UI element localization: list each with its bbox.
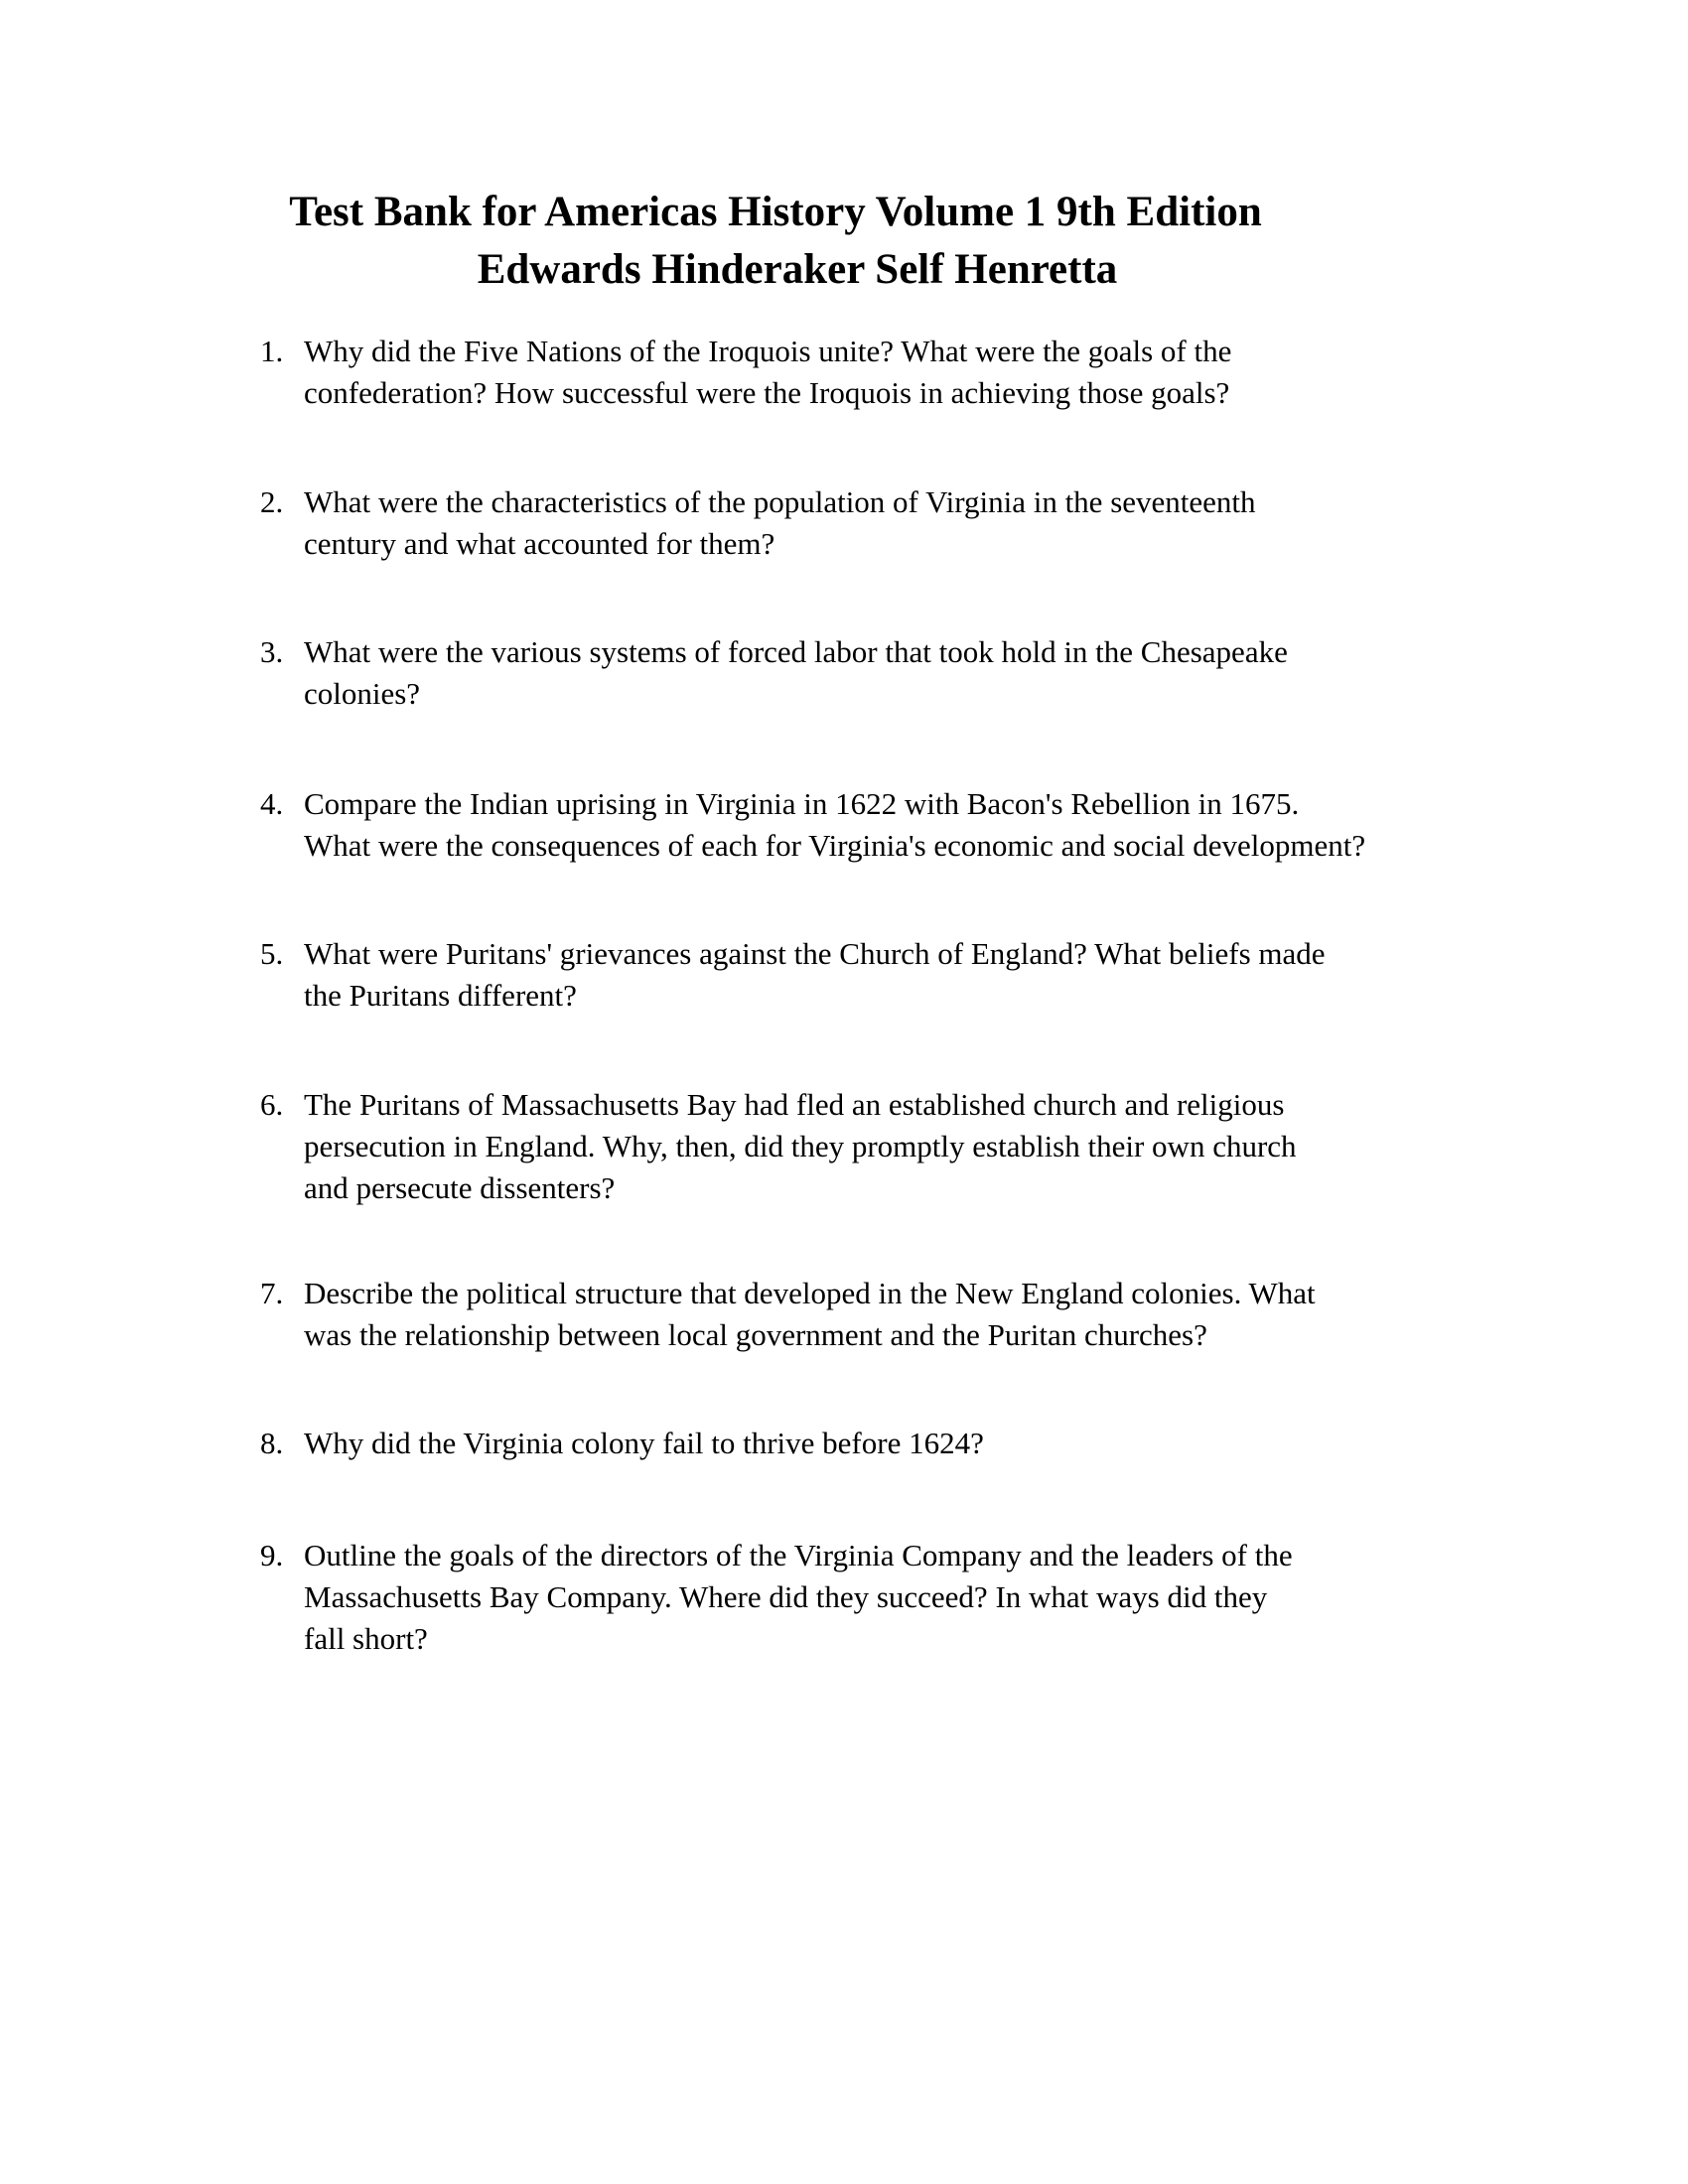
question-text xyxy=(304,933,1326,1017)
question-text xyxy=(304,331,1231,414)
question-text-line: and persecute dissenters? xyxy=(304,1170,616,1205)
question-text xyxy=(304,1084,1297,1209)
question-text-line: Describe the political structure that developed in the New England colonies. What xyxy=(304,1276,1316,1310)
question-text-line: Why did the Virginia colony fail to thrive before 1624? xyxy=(304,1426,984,1460)
question-text-line: Compare the Indian uprising in Virginia in 1622 with Bacon's Rebellion in 1675. xyxy=(304,786,1300,821)
document-title-line-2: Edwards Hinderaker Self Henretta xyxy=(477,246,1118,293)
question-text-line: What were Puritans' grievances against the Church of England? What beliefs made xyxy=(304,936,1326,971)
question-text xyxy=(304,1273,1316,1356)
document-title-line-1: Test Bank for Americas History Volume 1 9th Edition xyxy=(289,189,1262,235)
question-text-line: Outline the goals of the directors of the Virginia Company and the leaders of the xyxy=(304,1538,1293,1572)
question-text-line: colonies? xyxy=(304,676,421,711)
question-text-line: persecution in England. Why, then, did they promptly establish their own church xyxy=(304,1129,1297,1163)
question-text-line: confederation? How successful were the Iroquois in achieving those goals? xyxy=(304,375,1230,410)
question-number: 7. xyxy=(260,1276,284,1310)
question-text-line: fall short? xyxy=(304,1621,428,1656)
question-text-line: was the relationship between local government and the Puritan churches? xyxy=(304,1317,1207,1352)
question-number: 1. xyxy=(260,334,284,368)
question-text xyxy=(304,631,1288,715)
question-text-line: century and what accounted for them? xyxy=(304,526,775,561)
question-number: 2. xyxy=(260,484,284,519)
question-text-line: Why did the Five Nations of the Iroquois unite? What were the goals of the xyxy=(304,334,1232,368)
question-number: 9. xyxy=(260,1538,284,1572)
question-number: 3. xyxy=(260,634,284,669)
question-number: 4. xyxy=(260,786,284,821)
question-text xyxy=(304,481,1256,565)
question-number: 6. xyxy=(260,1087,284,1122)
question-text-line: What were the various systems of forced labor that took hold in the Chesapeake xyxy=(304,634,1288,669)
question-text-line: What were the characteristics of the population of Virginia in the seventeenth xyxy=(304,484,1256,519)
question-text-line: Massachusetts Bay Company. Where did they succeed? In what ways did they xyxy=(304,1579,1268,1614)
question-text-line: What were the consequences of each for Virginia's economic and social development? xyxy=(304,828,1366,863)
question-text xyxy=(304,1423,984,1464)
question-text xyxy=(304,1535,1293,1660)
question-number: 8. xyxy=(260,1426,284,1460)
question-text-line: the Puritans different? xyxy=(304,978,577,1013)
question-number: 5. xyxy=(260,936,284,971)
question-text xyxy=(304,783,1365,867)
question-text-line: The Puritans of Massachusetts Bay had fled an established church and religious xyxy=(304,1087,1285,1122)
